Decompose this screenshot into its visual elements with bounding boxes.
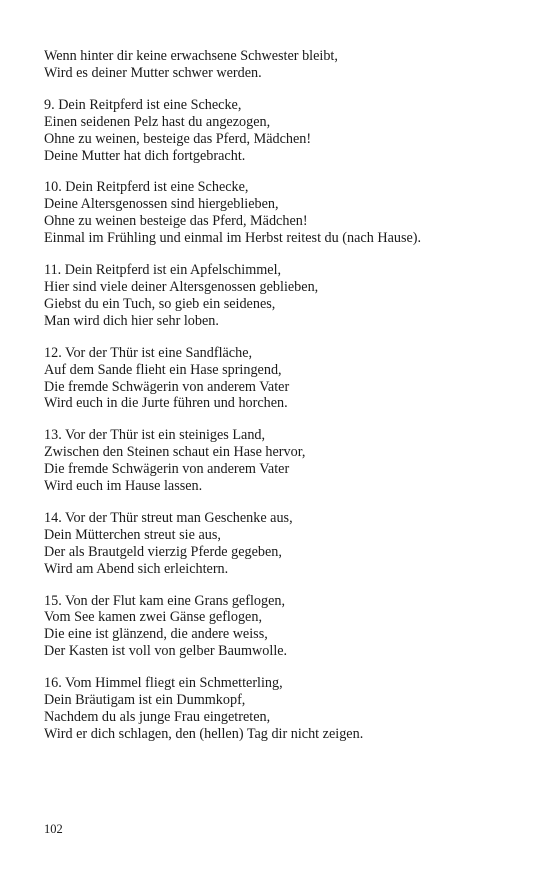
stanza-12 xyxy=(44,345,514,413)
stanza-15 xyxy=(44,593,514,661)
verse-line: 12. Vor der Thür ist eine Sandfläche, xyxy=(44,344,253,361)
verse-line: Ohne zu weinen, besteige das Pferd, Mädchen! xyxy=(44,130,312,147)
verse-line: Wird euch im Hause lassen. xyxy=(44,478,203,495)
verse-line: Wird es deiner Mutter schwer werden. xyxy=(44,64,262,81)
verse-line: Einmal im Frühling und einmal im Herbst reitest du (nach Hause). xyxy=(44,230,422,247)
verse-line: Dein Bräutigam ist ein Dummkopf, xyxy=(44,692,246,709)
verse-line: Auf dem Sande flieht ein Hase springend, xyxy=(44,361,282,378)
verse-line: Nachdem du als junge Frau eingetreten, xyxy=(44,709,271,725)
page-number: 102 xyxy=(44,822,63,836)
stanza-13 xyxy=(44,427,514,495)
stanza-11 xyxy=(44,262,514,330)
verse-line: Giebst du ein Tuch, so gieb ein seidenes, xyxy=(44,295,276,312)
verse-line: Die fremde Schwägerin von anderem Vater xyxy=(44,461,290,478)
stanza-continuation xyxy=(44,48,514,82)
verse-line: Zwischen den Steinen schaut ein Hase hervor, xyxy=(44,444,306,461)
stanza-14 xyxy=(44,510,514,578)
verse-line: Ohne zu weinen besteige das Pferd, Mädchen! xyxy=(44,213,308,230)
verse-line: Hier sind viele deiner Altersgenossen geblieben, xyxy=(44,278,319,295)
verse-line: Dein Mütterchen streut sie aus, xyxy=(44,526,221,543)
verse-line: 9. Dein Reitpferd ist eine Schecke, xyxy=(44,96,242,113)
verse-line: Deine Altersgenossen sind hiergeblieben, xyxy=(44,196,279,213)
verse-line: 16. Vom Himmel fliegt ein Schmetterling, xyxy=(44,675,283,692)
verse-line: 11. Dein Reitpferd ist ein Apfelschimmel, xyxy=(44,262,282,279)
verse-line: Man wird dich hier sehr loben. xyxy=(44,312,219,329)
verse-line: Deine Mutter hat dich fortgebracht. xyxy=(44,147,246,164)
verse-line: Vom See kamen zwei Gänse geflogen, xyxy=(44,609,262,626)
verse-line: Wird am Abend sich erleichtern. xyxy=(44,560,229,577)
stanza-10 xyxy=(44,179,514,247)
stanza-9 xyxy=(44,97,514,165)
verse-line: Wenn hinter dir keine erwachsene Schwester bleibt, xyxy=(44,48,338,64)
verse-line: Der Kasten ist voll von gelber Baumwolle. xyxy=(44,643,288,660)
page-text-block xyxy=(44,48,514,758)
verse-line: Die fremde Schwägerin von anderem Vater xyxy=(44,378,290,395)
verse-line: 15. Von der Flut kam eine Grans geflogen, xyxy=(44,592,286,609)
verse-line: Der als Brautgeld vierzig Pferde gegeben, xyxy=(44,543,282,560)
verse-line: Wird euch in die Jurte führen und horchen. xyxy=(44,395,288,412)
verse-line: Wird er dich schlagen, den (hellen) Tag dir nicht zeigen. xyxy=(44,725,364,742)
verse-line: Die eine ist glänzend, die andere weiss, xyxy=(44,626,268,643)
verse-line: Einen seidenen Pelz hast du angezogen, xyxy=(44,113,271,130)
verse-line: 13. Vor der Thür ist ein steiniges Land, xyxy=(44,427,266,444)
stanza-16 xyxy=(44,675,514,743)
verse-line: 14. Vor der Thür streut man Geschenke aus, xyxy=(44,509,293,526)
verse-line: 10. Dein Reitpferd ist eine Schecke, xyxy=(44,179,249,196)
